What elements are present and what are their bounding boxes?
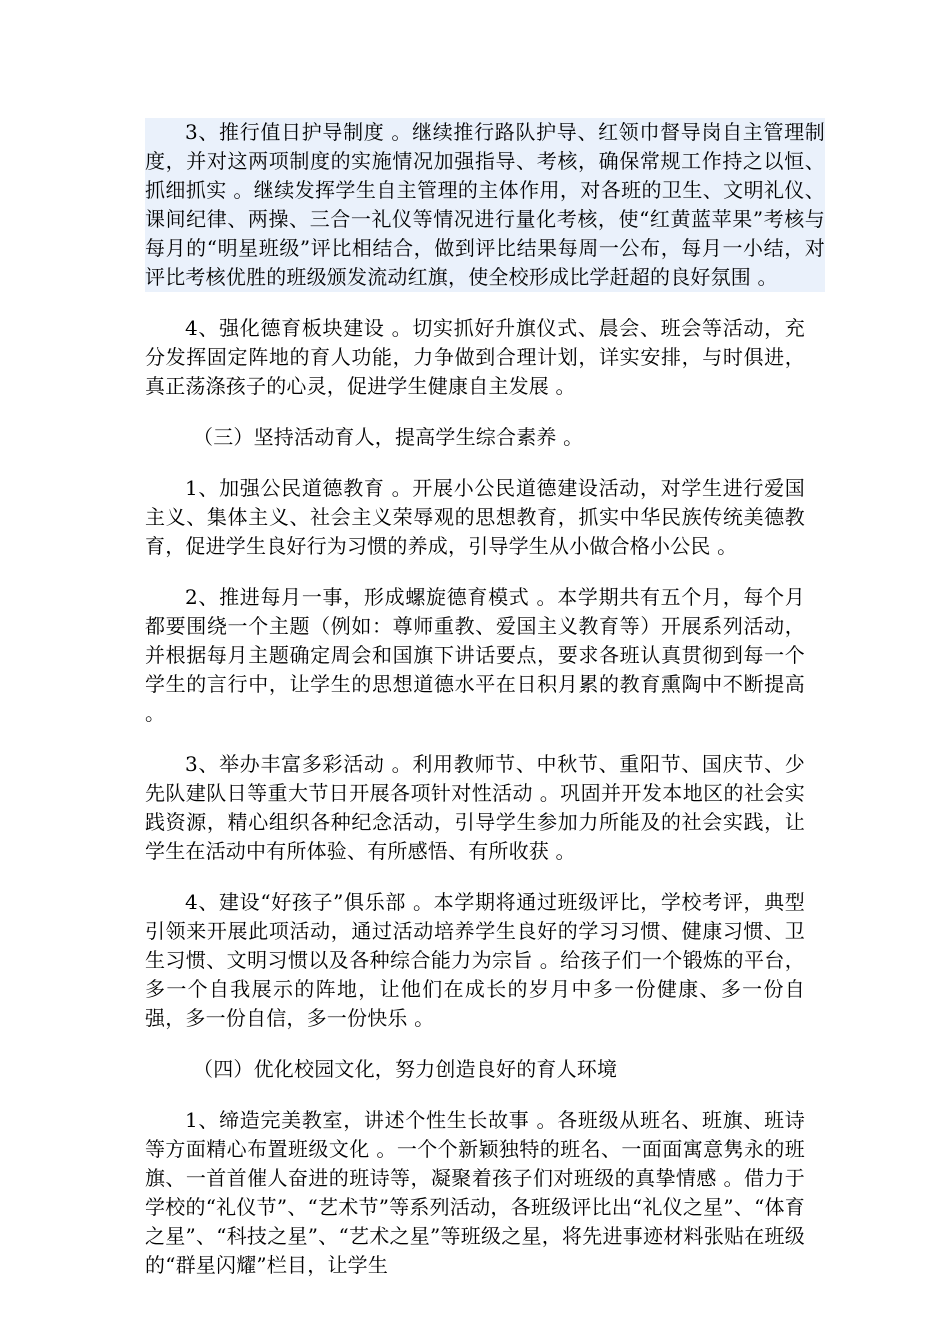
paragraph-good-kids-club: 4、建设“好孩子”俱乐部 。本学期将通过班级评比，学校考评，典型引领来开展此项活动，通过活动培养学生良好的学习习惯、健康习惯、卫生习惯、文明习惯以及各种综合能力为宗旨 。给孩子们一个锻炼的平台，多一个自我展示的阵地，让他们在成长的岁月中多一份健康、多一份自强，多一份自信，多一份快乐 。 (145, 890, 805, 1030)
section-heading-activities: （三）坚持活动育人，提高学生综合素养 。 (193, 425, 584, 449)
paragraph-duty-patrol: 3、推行值日护导制度 。继续推行路队护导、红领巾督导岗自主管理制度，并对这两项制度的实施情况加强指导、考核，确保常规工作持之以恒、抓细抓实 。继续发挥学生自主管理的主体作用，对各班的卫生、文明礼仪、课间纪律、两操、三合一礼仪等情况进行量化考核，使“红黄蓝苹果”考核与每月的“明星班级”评比相结合，做到评比结果每周一公布，每月一小结，对评比考核优胜的班级颁发流动红旗，使全校形成比学赶超的良好氛围 。 (145, 118, 825, 292)
paragraph-perfect-classroom: 1、缔造完美教室，讲述个性生长故事 。各班级从班名、班旗、班诗等方面精心布置班级文化 。一个个新颖独特的班名、一面面寓意隽永的班旗、一首首催人奋进的班诗等，凝聚着孩子们对班级的真挚情感 。借力于学校的“礼仪节”、“艺术节”等系列活动，各班级评比出“礼仪之星”、“体育之星”、“科技之星”、“艺术之星”等班级之星，将先进事迹材料张贴在班级的“群星闪耀”栏目，让学生 (145, 1108, 805, 1277)
document-body (145, 118, 825, 1302)
paragraph-festival-activities: 3、举办丰富多彩活动 。利用教师节、中秋节、重阳节、国庆节、少先队建队日等重大节日开展各项针对性活动 。巩固并开发本地区的社会实践资源，精心组织各种纪念活动，引导学生参加力所能及的社会实践，让学生在活动中有所体验、有所感悟、有所收获 。 (145, 752, 805, 863)
paragraph-moral-education-blocks: 4、强化德育板块建设 。切实抓好升旗仪式、晨会、班会等活动，充分发挥固定阵地的育人功能，力争做到合理计划，详实安排，与时俱进，真正荡涤孩子的心灵，促进学生健康自主发展 。 (145, 316, 805, 398)
section-heading-campus-culture: （四）优化校园文化，努力创造良好的育人环境 (193, 1057, 618, 1081)
paragraph-monthly-theme: 2、推进每月一事，形成螺旋德育模式 。本学期共有五个月，每个月都要围绕一个主题（例如：尊师重教、爱国主义教育等）开展系列活动，并根据每月主题确定周会和国旗下讲话要点，要求各班认真贯彻到每一个学生的言行中，让学生的思想道德水平在日积月累的教育熏陶中不断提高 。 (145, 585, 805, 725)
paragraph-civic-morality: 1、加强公民道德教育 。开展小公民道德建设活动，对学生进行爱国主义、集体主义、社会主义荣辱观的思想教育，抓实中华民族传统美德教育，促进学生良好行为习惯的养成，引导学生从小做合格小公民 。 (145, 476, 805, 558)
